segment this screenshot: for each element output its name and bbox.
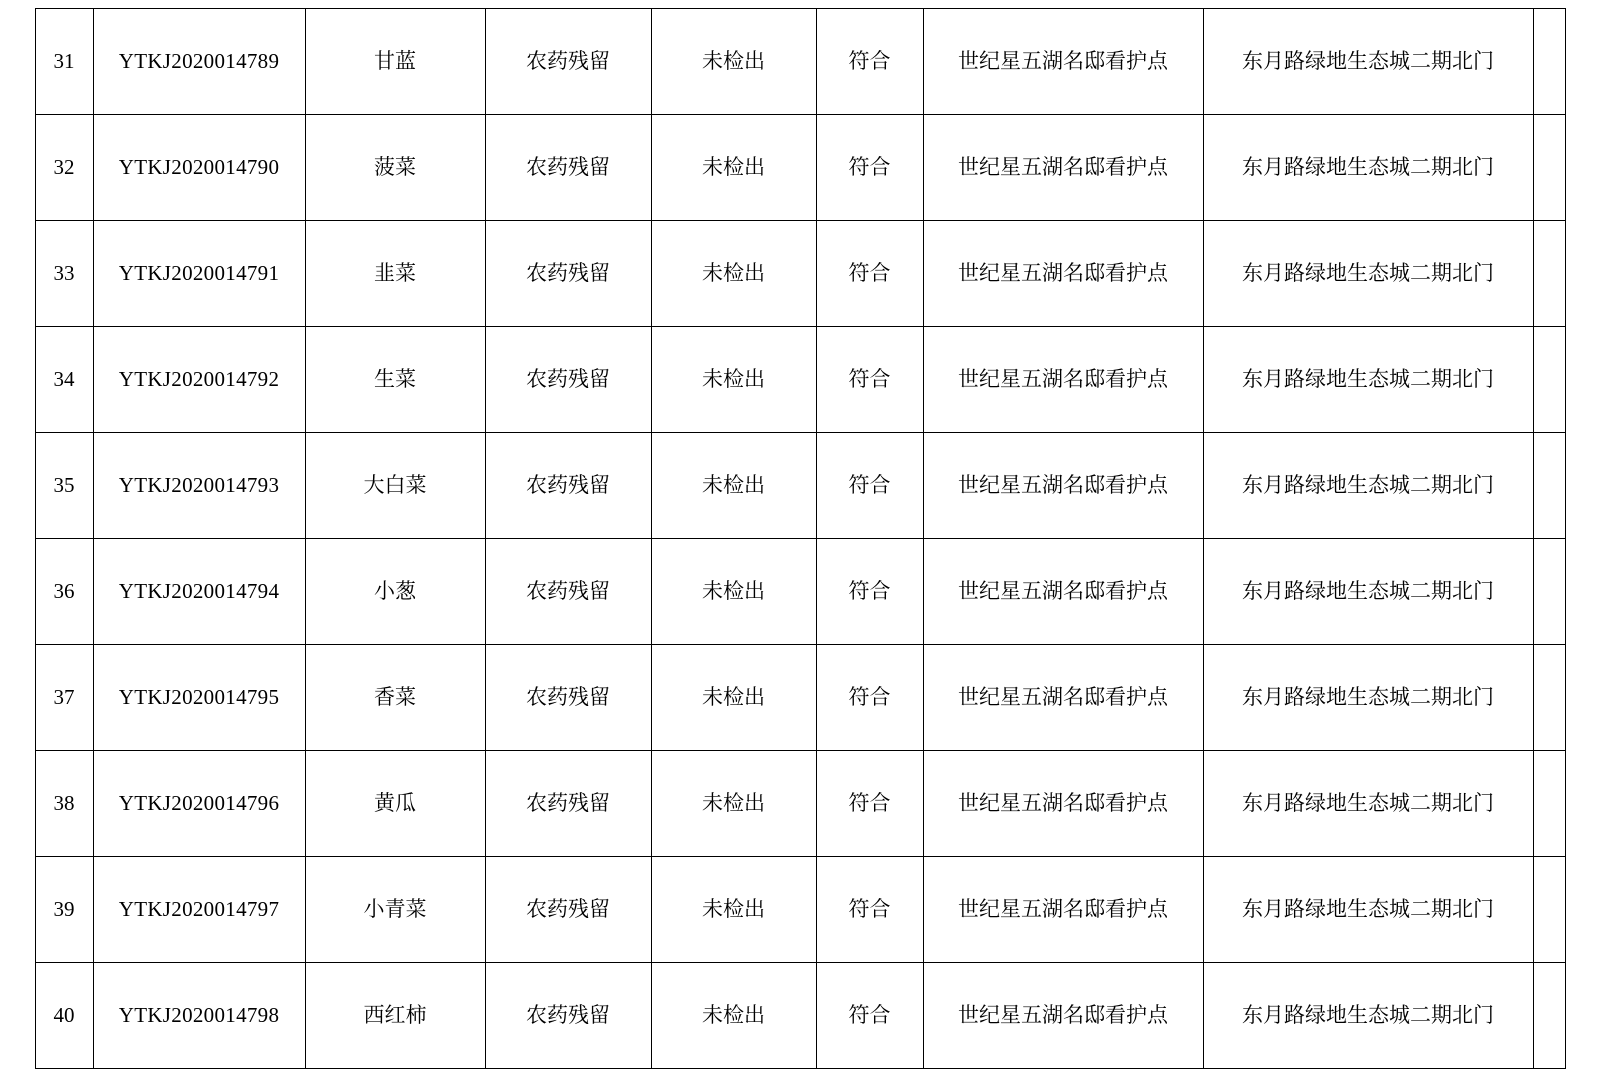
cell-test-item: 农药残留 <box>485 751 651 857</box>
cell-sample-name: 大白菜 <box>305 433 485 539</box>
cell-sample-code: YTKJ2020014795 <box>93 645 305 751</box>
cell-test-result: 未检出 <box>651 9 816 115</box>
cell-test-item: 农药残留 <box>485 9 651 115</box>
cell-sample-code: YTKJ2020014796 <box>93 751 305 857</box>
cell-sampling-site: 世纪星五湖名邸看护点 <box>923 963 1203 1069</box>
cell-test-result: 未检出 <box>651 433 816 539</box>
cell-index: 32 <box>35 115 93 221</box>
cell-sample-code: YTKJ2020014797 <box>93 857 305 963</box>
table-row <box>35 645 1565 751</box>
cell-note <box>1533 115 1565 221</box>
cell-test-item: 农药残留 <box>485 327 651 433</box>
cell-sample-code: YTKJ2020014793 <box>93 433 305 539</box>
cell-sampling-site: 世纪星五湖名邸看护点 <box>923 751 1203 857</box>
table-row <box>35 751 1565 857</box>
cell-sample-name: 生菜 <box>305 327 485 433</box>
cell-test-item: 农药残留 <box>485 645 651 751</box>
cell-sample-name: 小青菜 <box>305 857 485 963</box>
cell-sample-code: YTKJ2020014794 <box>93 539 305 645</box>
cell-judgement: 符合 <box>816 115 923 221</box>
cell-sampling-site: 世纪星五湖名邸看护点 <box>923 115 1203 221</box>
cell-judgement: 符合 <box>816 433 923 539</box>
cell-address: 东月路绿地生态城二期北门 <box>1203 115 1533 221</box>
cell-address: 东月路绿地生态城二期北门 <box>1203 433 1533 539</box>
cell-test-item: 农药残留 <box>485 539 651 645</box>
cell-test-result: 未检出 <box>651 221 816 327</box>
cell-address: 东月路绿地生态城二期北门 <box>1203 645 1533 751</box>
cell-judgement: 符合 <box>816 751 923 857</box>
cell-sampling-site: 世纪星五湖名邸看护点 <box>923 327 1203 433</box>
cell-judgement: 符合 <box>816 963 923 1069</box>
cell-address: 东月路绿地生态城二期北门 <box>1203 539 1533 645</box>
cell-note <box>1533 751 1565 857</box>
cell-test-result: 未检出 <box>651 963 816 1069</box>
cell-address: 东月路绿地生态城二期北门 <box>1203 857 1533 963</box>
cell-judgement: 符合 <box>816 645 923 751</box>
cell-judgement: 符合 <box>816 9 923 115</box>
cell-sample-code: YTKJ2020014798 <box>93 963 305 1069</box>
table-row <box>35 221 1565 327</box>
cell-sampling-site: 世纪星五湖名邸看护点 <box>923 857 1203 963</box>
cell-sampling-site: 世纪星五湖名邸看护点 <box>923 433 1203 539</box>
cell-note <box>1533 433 1565 539</box>
cell-index: 38 <box>35 751 93 857</box>
cell-note <box>1533 9 1565 115</box>
table-row <box>35 963 1565 1069</box>
cell-index: 35 <box>35 433 93 539</box>
cell-judgement: 符合 <box>816 221 923 327</box>
cell-test-result: 未检出 <box>651 751 816 857</box>
cell-test-result: 未检出 <box>651 645 816 751</box>
cell-sampling-site: 世纪星五湖名邸看护点 <box>923 539 1203 645</box>
cell-sample-code: YTKJ2020014791 <box>93 221 305 327</box>
cell-sample-name: 西红柿 <box>305 963 485 1069</box>
cell-test-item: 农药残留 <box>485 857 651 963</box>
table-row <box>35 539 1565 645</box>
cell-sample-name: 甘蓝 <box>305 9 485 115</box>
cell-test-result: 未检出 <box>651 539 816 645</box>
cell-test-item: 农药残留 <box>485 221 651 327</box>
cell-sample-code: YTKJ2020014789 <box>93 9 305 115</box>
cell-sampling-site: 世纪星五湖名邸看护点 <box>923 9 1203 115</box>
cell-address: 东月路绿地生态城二期北门 <box>1203 327 1533 433</box>
cell-index: 36 <box>35 539 93 645</box>
cell-test-item: 农药残留 <box>485 433 651 539</box>
cell-address: 东月路绿地生态城二期北门 <box>1203 751 1533 857</box>
cell-note <box>1533 857 1565 963</box>
cell-judgement: 符合 <box>816 857 923 963</box>
cell-sample-name: 韭菜 <box>305 221 485 327</box>
table-row <box>35 327 1565 433</box>
table-body <box>35 9 1565 1069</box>
cell-index: 39 <box>35 857 93 963</box>
cell-sample-code: YTKJ2020014790 <box>93 115 305 221</box>
cell-sample-code: YTKJ2020014792 <box>93 327 305 433</box>
cell-note <box>1533 539 1565 645</box>
cell-sample-name: 香菜 <box>305 645 485 751</box>
cell-test-result: 未检出 <box>651 327 816 433</box>
cell-index: 33 <box>35 221 93 327</box>
cell-index: 31 <box>35 9 93 115</box>
cell-address: 东月路绿地生态城二期北门 <box>1203 9 1533 115</box>
cell-test-result: 未检出 <box>651 115 816 221</box>
cell-sample-name: 小葱 <box>305 539 485 645</box>
cell-judgement: 符合 <box>816 539 923 645</box>
cell-sample-name: 菠菜 <box>305 115 485 221</box>
cell-sampling-site: 世纪星五湖名邸看护点 <box>923 221 1203 327</box>
cell-index: 34 <box>35 327 93 433</box>
cell-address: 东月路绿地生态城二期北门 <box>1203 221 1533 327</box>
cell-address: 东月路绿地生态城二期北门 <box>1203 963 1533 1069</box>
table-row <box>35 433 1565 539</box>
cell-sample-name: 黄瓜 <box>305 751 485 857</box>
cell-index: 40 <box>35 963 93 1069</box>
table-row <box>35 115 1565 221</box>
cell-judgement: 符合 <box>816 327 923 433</box>
cell-note <box>1533 221 1565 327</box>
cell-sampling-site: 世纪星五湖名邸看护点 <box>923 645 1203 751</box>
cell-test-item: 农药残留 <box>485 963 651 1069</box>
inspection-results-table <box>35 8 1566 1069</box>
cell-note <box>1533 327 1565 433</box>
cell-note <box>1533 963 1565 1069</box>
cell-test-item: 农药残留 <box>485 115 651 221</box>
table-row <box>35 9 1565 115</box>
cell-index: 37 <box>35 645 93 751</box>
cell-test-result: 未检出 <box>651 857 816 963</box>
cell-note <box>1533 645 1565 751</box>
table-row <box>35 857 1565 963</box>
